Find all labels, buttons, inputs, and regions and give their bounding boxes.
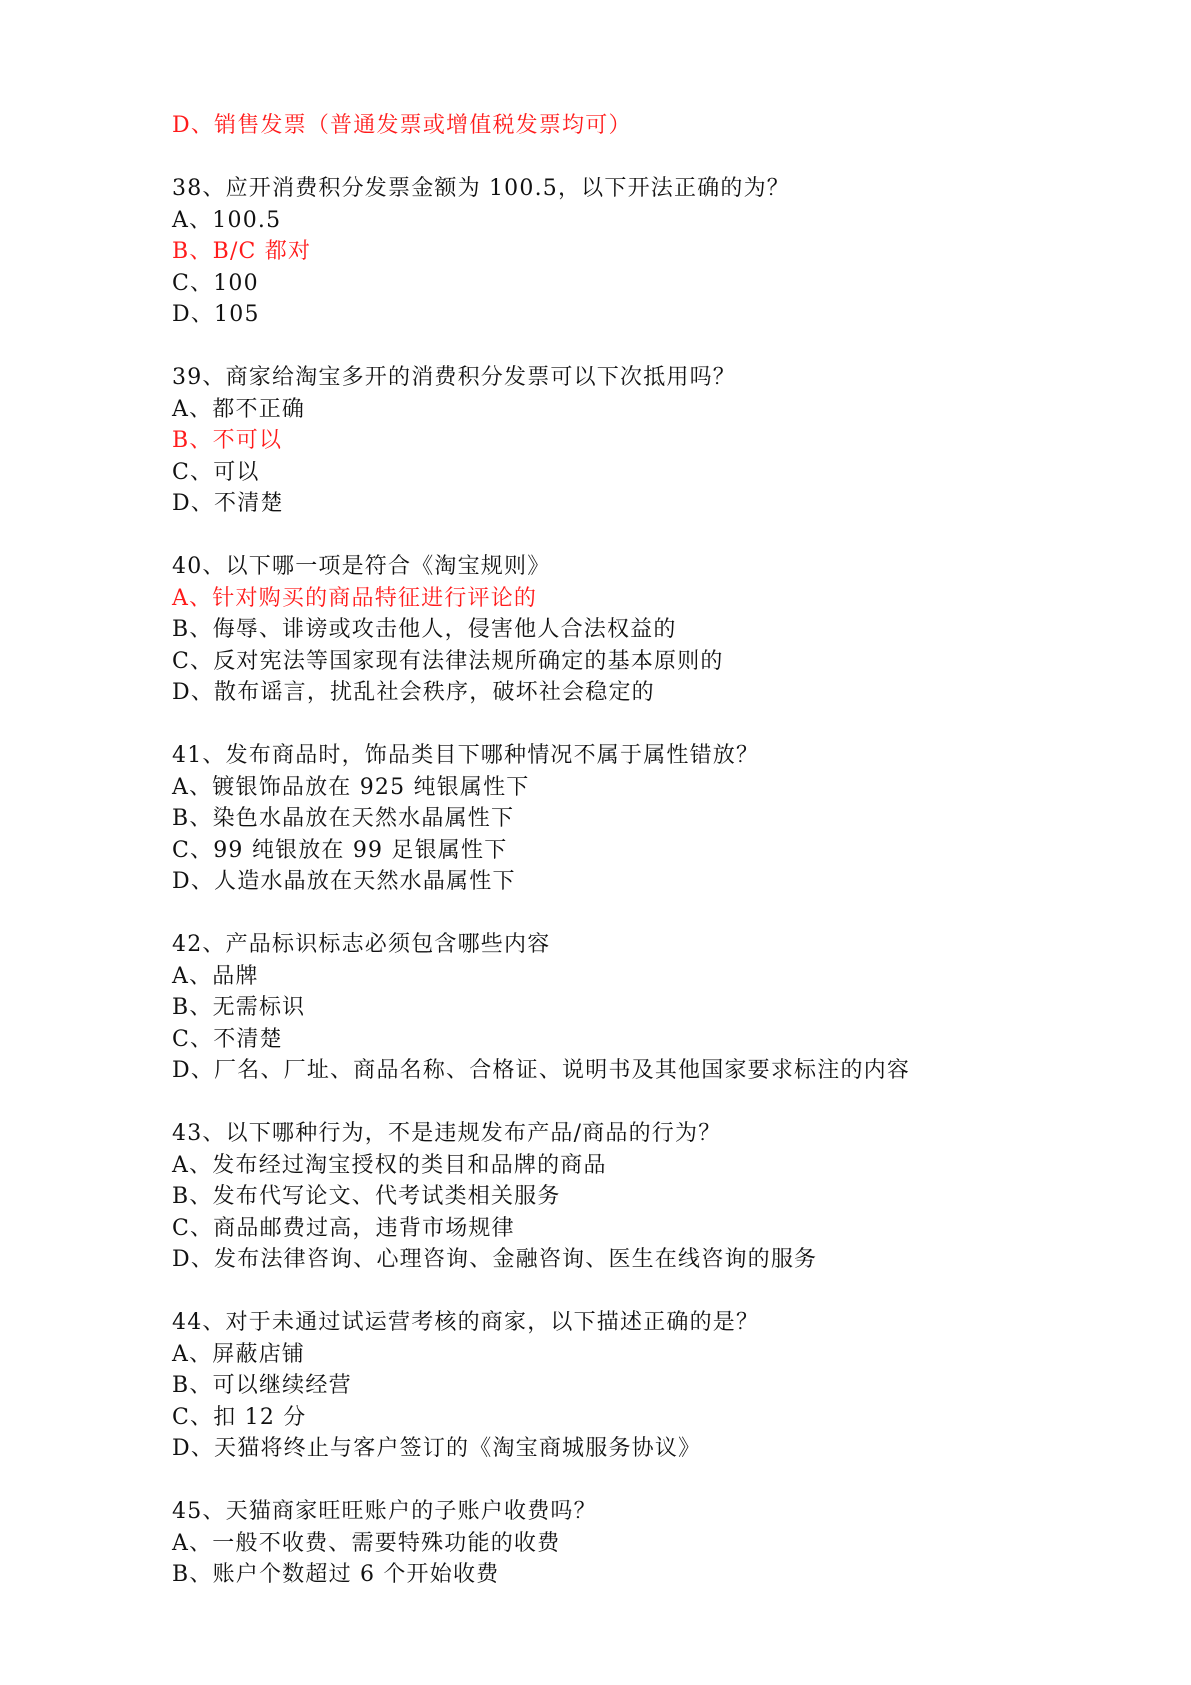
question-gap [172, 331, 1132, 363]
question-block [172, 1118, 1132, 1276]
question-text: 38、应开消费积分发票金额为 100.5，以下开法正确的为？ [172, 176, 790, 201]
option-item [172, 772, 1132, 804]
option-letter: A、 [172, 774, 213, 800]
option-text: 反对宪法等国家现有法律法规所确定的基本原则的 [213, 648, 724, 674]
option-text: 品牌 [212, 963, 259, 989]
question-gap [172, 1276, 1132, 1308]
option-item [172, 205, 1132, 237]
option-item [172, 268, 1132, 300]
option-text: 人造水晶放在天然水晶属性下 [214, 869, 516, 894]
option-item [172, 236, 1132, 268]
option-text: 扣 12 分 [213, 1404, 307, 1430]
option-item [172, 1339, 1132, 1371]
question-block [172, 740, 1132, 898]
question-text: 41、发布商品时，饰品类目下哪种情况不属于属性错放？ [172, 743, 760, 768]
option-text: 无需标识 [212, 995, 306, 1020]
option-text: 散布谣言，扰乱社会秩序，破坏社会稳定的 [214, 680, 655, 705]
option-item [172, 457, 1132, 489]
question-gap [172, 1465, 1132, 1497]
option-text: 厂名、厂址、商品名称、合格证、说明书及其他国家要求标注的内容 [214, 1058, 911, 1083]
option-letter: A、 [172, 207, 213, 233]
option-text: 100 [213, 270, 259, 296]
option-letter: D、 [172, 302, 215, 327]
option-text: 账户个数超过 6 个开始收费 [212, 1562, 500, 1587]
lead-option [172, 110, 1132, 142]
option-item [172, 1402, 1132, 1434]
option-item [172, 299, 1132, 331]
option-letter: D、 [172, 1247, 215, 1272]
option-item [172, 583, 1132, 615]
option-letter: C、 [172, 270, 214, 296]
question-gap [172, 142, 1132, 174]
option-letter: A、 [172, 1152, 213, 1178]
option-letter: B、 [172, 1184, 213, 1209]
option-letter: B、 [172, 428, 213, 453]
option-text: 不清楚 [213, 1026, 283, 1052]
question-gap [172, 898, 1132, 930]
question-block [172, 1307, 1132, 1465]
option-item [172, 835, 1132, 867]
option-text: 105 [214, 302, 260, 327]
question-text: 43、以下哪种行为，不是违规发布产品/商品的行为？ [172, 1121, 722, 1146]
question-gap [172, 709, 1132, 741]
option-letter: B、 [172, 1562, 213, 1587]
question-block [172, 551, 1132, 709]
option-letter: D、 [172, 680, 215, 705]
option-letter: A、 [172, 963, 213, 989]
option-item [172, 866, 1132, 898]
option-text: 发布经过淘宝授权的类目和品牌的商品 [212, 1152, 607, 1178]
option-text: 屏蔽店铺 [212, 1341, 306, 1367]
option-item [172, 425, 1132, 457]
question-text: 42、产品标识标志必须包含哪些内容 [172, 932, 551, 957]
option-text: 天猫将终止与客户签订的《淘宝商城服务协议》 [214, 1436, 702, 1461]
option-letter: B、 [172, 1373, 213, 1398]
option-item [172, 614, 1132, 646]
question-text: 39、商家给淘宝多开的消费积分发票可以下次抵用吗？ [172, 365, 736, 390]
question-list [172, 110, 1132, 1591]
option-letter: C、 [172, 1404, 214, 1430]
option-letter: C、 [172, 837, 214, 863]
option-item [172, 961, 1132, 993]
option-item [172, 1213, 1132, 1245]
question-block [172, 929, 1132, 1087]
option-item [172, 488, 1132, 520]
option-letter: B、 [172, 995, 213, 1020]
option-letter: B、 [172, 617, 213, 642]
option-text: 100.5 [212, 207, 282, 233]
option-item [172, 803, 1132, 835]
question-gap [172, 1087, 1132, 1119]
option-item [172, 1244, 1132, 1276]
option-item [172, 1433, 1132, 1465]
option-text: 商品邮费过高，违背市场规律 [213, 1215, 515, 1241]
option-text: 都不正确 [212, 396, 306, 422]
option-letter: C、 [172, 1026, 214, 1052]
option-letter: D、 [172, 113, 215, 138]
option-text: 不清楚 [214, 491, 284, 516]
question-text: 45、天猫商家旺旺账户的子账户收费吗？ [172, 1499, 597, 1524]
option-text: 侮辱、诽谤或攻击他人，侵害他人合法权益的 [212, 617, 677, 642]
option-letter: B、 [172, 239, 213, 264]
option-text: 可以继续经营 [212, 1373, 352, 1398]
question-text: 40、以下哪一项是符合《淘宝规则》 [172, 554, 551, 579]
option-letter: A、 [172, 1530, 213, 1556]
option-letter: D、 [172, 869, 215, 894]
option-text: 可以 [213, 459, 260, 485]
option-item [172, 992, 1132, 1024]
option-item [172, 646, 1132, 678]
option-text: 发布法律咨询、心理咨询、金融咨询、医生在线咨询的服务 [214, 1247, 818, 1272]
option-item [172, 677, 1132, 709]
option-letter: D、 [172, 1436, 215, 1461]
option-text: 发布代写论文、代考试类相关服务 [212, 1184, 561, 1209]
option-item [172, 1559, 1132, 1591]
option-text: 染色水晶放在天然水晶属性下 [212, 806, 515, 831]
question-block [172, 1496, 1132, 1591]
option-text: 99 纯银放在 99 足银属性下 [213, 837, 508, 863]
option-text: 针对购买的商品特征进行评论的 [212, 585, 538, 611]
option-letter: C、 [172, 648, 214, 674]
option-item [172, 1370, 1132, 1402]
option-item [172, 1055, 1132, 1087]
option-letter: A、 [172, 396, 213, 422]
option-text: 镀银饰品放在 925 纯银属性下 [212, 774, 530, 800]
option-text: 一般不收费、需要特殊功能的收费 [212, 1530, 561, 1556]
option-letter: D、 [172, 491, 215, 516]
option-item [172, 1528, 1132, 1560]
option-text: B/C 都对 [212, 239, 312, 264]
option-letter: D、 [172, 1058, 215, 1083]
option-letter: A、 [172, 585, 213, 611]
option-letter: B、 [172, 806, 213, 831]
option-text: 不可以 [212, 428, 283, 453]
option-letter: C、 [172, 1215, 214, 1241]
question-gap [172, 520, 1132, 552]
option-letter: A、 [172, 1341, 213, 1367]
option-item [172, 1024, 1132, 1056]
question-block [172, 362, 1132, 520]
option-item [172, 1150, 1132, 1182]
option-item [172, 394, 1132, 426]
option-letter: C、 [172, 459, 214, 485]
question-text: 44、对于未通过试运营考核的商家，以下描述正确的是？ [172, 1310, 760, 1335]
option-text: 销售发票（普通发票或增值税发票均可） [214, 113, 632, 138]
option-item [172, 1181, 1132, 1213]
question-block [172, 173, 1132, 331]
